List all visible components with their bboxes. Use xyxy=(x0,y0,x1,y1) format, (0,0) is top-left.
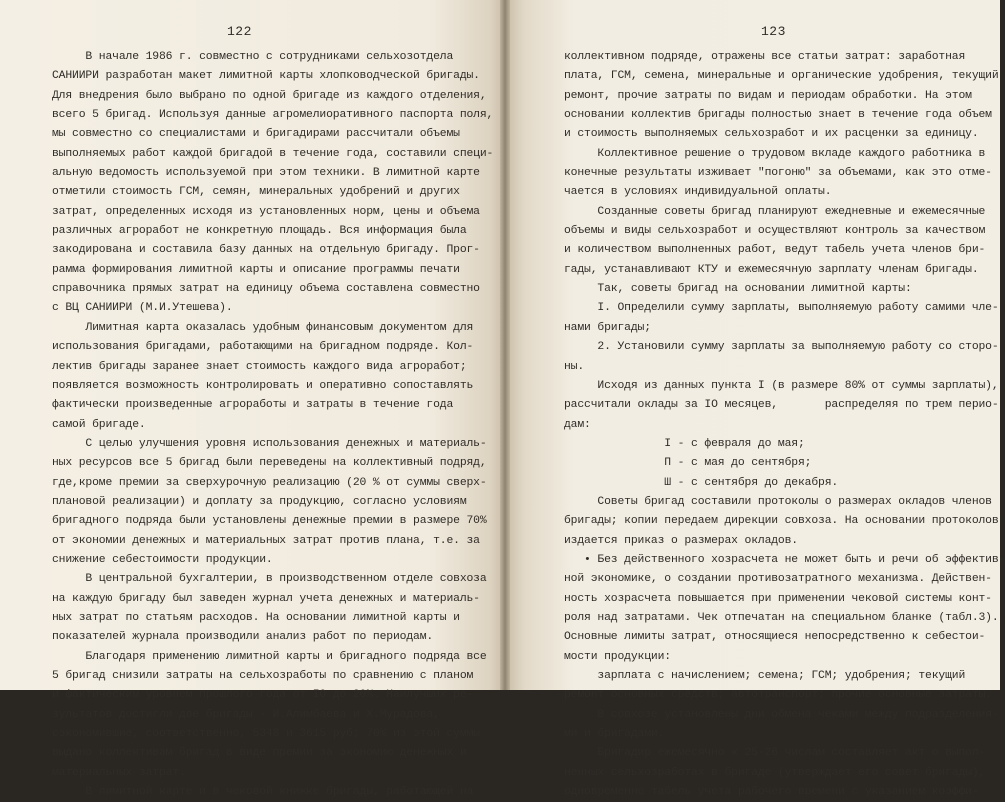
text-line: коллективном подряде, отражены все статьи затрат: заработная xyxy=(564,51,966,63)
text-line: появляется возможность контролировать и оперативно сопоставлять xyxy=(52,379,474,392)
text-line: зультатов достигли две бригады - И.Алимбаева и Х.Мурадова, xyxy=(52,708,440,721)
text-line: Так, советы бригад на основании лимитной карты: xyxy=(564,283,912,296)
text-line: сэкономившие, соответственно, 5348 и 3615 руб; 70% из этой суммы xyxy=(52,728,480,741)
text-line: Для внедрения было выбрано по одной бригаде из каждого отделения, xyxy=(52,89,487,102)
text-line: материальных затрат. xyxy=(52,766,186,779)
text-line: Коллективное решение о трудовом вкладе каждого работника в xyxy=(564,147,986,160)
text-line: С целью улучшения уровня использования денежных и материаль- xyxy=(52,437,487,450)
text-line: использования бригадами, работающими на бригадном подряде. Кол- xyxy=(52,341,474,354)
text-line: Созданные советы бригад планируют ежедневные и ежемесячные xyxy=(564,205,986,218)
text-line: бригадного подряда были установлены денежные премии в размере 70% xyxy=(52,515,487,528)
text-line: и количеством выполненных работ, ведут табель учета членов бри- xyxy=(564,244,986,257)
text-line: мости продукции: xyxy=(564,650,671,663)
text-line: В совхозе установлены дни обмена чеками между подразделения- xyxy=(564,708,999,721)
text-line: ны. xyxy=(564,360,585,373)
text-line: В начале 1986 г. совместно с сотрудниками сельхозотдела xyxy=(52,51,454,63)
page-text xyxy=(564,48,1005,802)
text-line: дам: xyxy=(564,418,591,431)
text-line: Ш - с сентября до декабря. xyxy=(564,476,839,489)
text-line: чается в условиях индивидуальной оплаты. xyxy=(564,186,832,199)
text-line: В центральной бухгалтерии, в производственном отделе совхоза xyxy=(52,573,487,586)
text-line: Благодаря применению лимитной карты и бригадного подряда все xyxy=(52,650,487,663)
page-number: 122 xyxy=(227,24,252,39)
text-line: различных агроработ не конкретную площадь. Вся информация была xyxy=(52,225,467,238)
text-line: Основные лимиты затрат, относящиеся непосредственно к себестои- xyxy=(564,631,986,644)
text-line: лектив бригады заранее знает стоимость каждого вида агроработ; xyxy=(52,360,467,373)
text-line: ных затрат по статьям расходов. На основании лимитной карты и xyxy=(52,611,460,624)
text-line: на каждую бригаду был заведен журнал учета денежных и материаль- xyxy=(52,592,480,605)
text-line: • Без действенного хозрасчета не может быть и речи об эффектив- xyxy=(564,553,1005,566)
text-line: конечные результаты изживает "погоню" за объемами, как это отме- xyxy=(564,167,992,180)
text-line: ных ресурсов все 5 бригад были переведены на коллективный подряд, xyxy=(52,457,487,470)
text-line: ми и бригадами. xyxy=(564,728,665,741)
text-line: снижение себестоимости продукции. xyxy=(52,553,273,566)
text-line: зарплата с начислением; семена; ГСМ; удобрения; текущий xyxy=(564,670,966,682)
text-line: затрат, определенных исходя из установленных норм, цены и объема xyxy=(52,205,480,218)
page-number: 123 xyxy=(761,24,786,39)
text-line: бригады; копии передаем дирекции совхоза. На основании протоколов xyxy=(564,515,999,528)
text-line: выполняемых работ каждой бригадой в течение года, составили специ- xyxy=(52,147,494,160)
text-line: роля над затратами. Чек отпечатан на специальном бланке (табл.3). xyxy=(564,611,999,624)
text-line: с ВЦ САНИИРИ (М.И.Утешева). xyxy=(52,302,233,315)
text-line: 2. Установили сумму зарплаты за выполняемую работу со сторо- xyxy=(564,341,999,354)
text-line: I - с февраля до мая; xyxy=(564,437,805,450)
text-line: гады, устанавливают КТУ и ежемесячную зарплату членам бригады. xyxy=(564,263,979,276)
text-line: Исходя из данных пункта I (в размере 80% от суммы зарплаты), xyxy=(564,379,999,392)
text-line: выдано коллективам бригад в виде премии за экономию денежных и xyxy=(52,747,467,760)
text-line: 5 бригад снизили затраты на сельхозработы по сравнению с планом xyxy=(52,670,474,682)
text-line: одновременно табель учета рабочего времени с указанием коэффи- xyxy=(564,786,979,799)
text-line: показателей журнала производили анализ работ по периодам. xyxy=(52,631,434,644)
text-line: от экономии денежных и материальных затрат против плана, т.е. за xyxy=(52,534,480,547)
text-line: ненных сельхозработах в бригаде (утверждает его совет бригады), xyxy=(564,766,986,779)
text-line: I. Определили сумму зарплаты, выполняемую работу самими чле- xyxy=(564,302,999,315)
text-line: П - с мая до сентября; xyxy=(564,457,812,470)
book-gutter xyxy=(500,0,510,690)
text-line: отметили стоимость ГСМ, семян, минеральных удобрений и других xyxy=(52,186,460,199)
text-line: альную ведомость используемой при этом техники. В лимитной карте xyxy=(52,167,480,180)
text-line: справочника прямых затрат на единицу объема составлена совместно xyxy=(52,283,480,296)
text-line: рассчитали оклады за IO месяцев, распределяя по трем перио- xyxy=(564,399,999,412)
text-line: где,кроме премии за сверхурочную реализацию (20 % от суммы сверх- xyxy=(52,476,487,489)
text-line: основании коллектив бригады полностью знает в течение года объем xyxy=(564,109,992,122)
right-page xyxy=(505,0,1005,799)
text-line: закодирована и составила базу данных на отдельную бригаду. Прог- xyxy=(52,244,480,257)
text-line: В лимитной карте и в чековой книжке бригады, работающей на xyxy=(52,786,474,799)
text-line: и стоимость выполняемых сельхозработ и их расценки за единицу. xyxy=(564,128,979,141)
text-line: плановой реализации) и доплату за продукцию, согласно условиям xyxy=(52,495,467,508)
text-line: Советы бригад составили протоколы о размерах окладов членов xyxy=(564,495,992,508)
text-line: ремонт, прочие затраты по видам и периодам обработки. На этом xyxy=(564,89,972,102)
text-line: рамма формирования лимитной карты и описание программы печати xyxy=(52,263,460,276)
text-line: фактически произведенные агроработы и затраты в течение года xyxy=(52,399,454,412)
text-line: плата, ГСМ, семена, минеральные и органические удобрения, текущий xyxy=(564,70,999,83)
text-line: и фактическим уровнем прошлого года от IO до 20%. Наилучших ре- xyxy=(52,689,474,702)
text-line: ремонт основных средств; автотранспорт; прочие основные затраты. xyxy=(564,689,992,702)
text-line: объемы и виды сельхозработ и осуществляют контроль за качеством xyxy=(564,225,986,238)
text-line: САНИИРИ разработан макет лимитной карты хлопководческой бригады. xyxy=(52,70,480,83)
text-line: нами бригады; xyxy=(564,321,651,334)
text-line: ной экономике, о создании противозатратного механизма. Действен- xyxy=(564,573,992,586)
text-line: мы совместно со специалистами и бригадирами рассчитали объемы xyxy=(52,128,460,141)
text-line: издается приказ о размерах окладов. xyxy=(564,534,798,547)
text-line: самой бригаде. xyxy=(52,418,146,431)
text-line: всего 5 бригад. Используя данные агромелиоративного паспорта поля, xyxy=(52,109,494,122)
text-line: Лимитная карта оказалась удобным финансовым документом для xyxy=(52,321,474,334)
page-text xyxy=(52,48,494,802)
text-line: ность хозрасчета повышается при применении чековой системы конт- xyxy=(564,592,992,605)
text-line: Бригадир ежемесячно к 25-26 числам составляет акт о выпол- xyxy=(564,747,986,760)
